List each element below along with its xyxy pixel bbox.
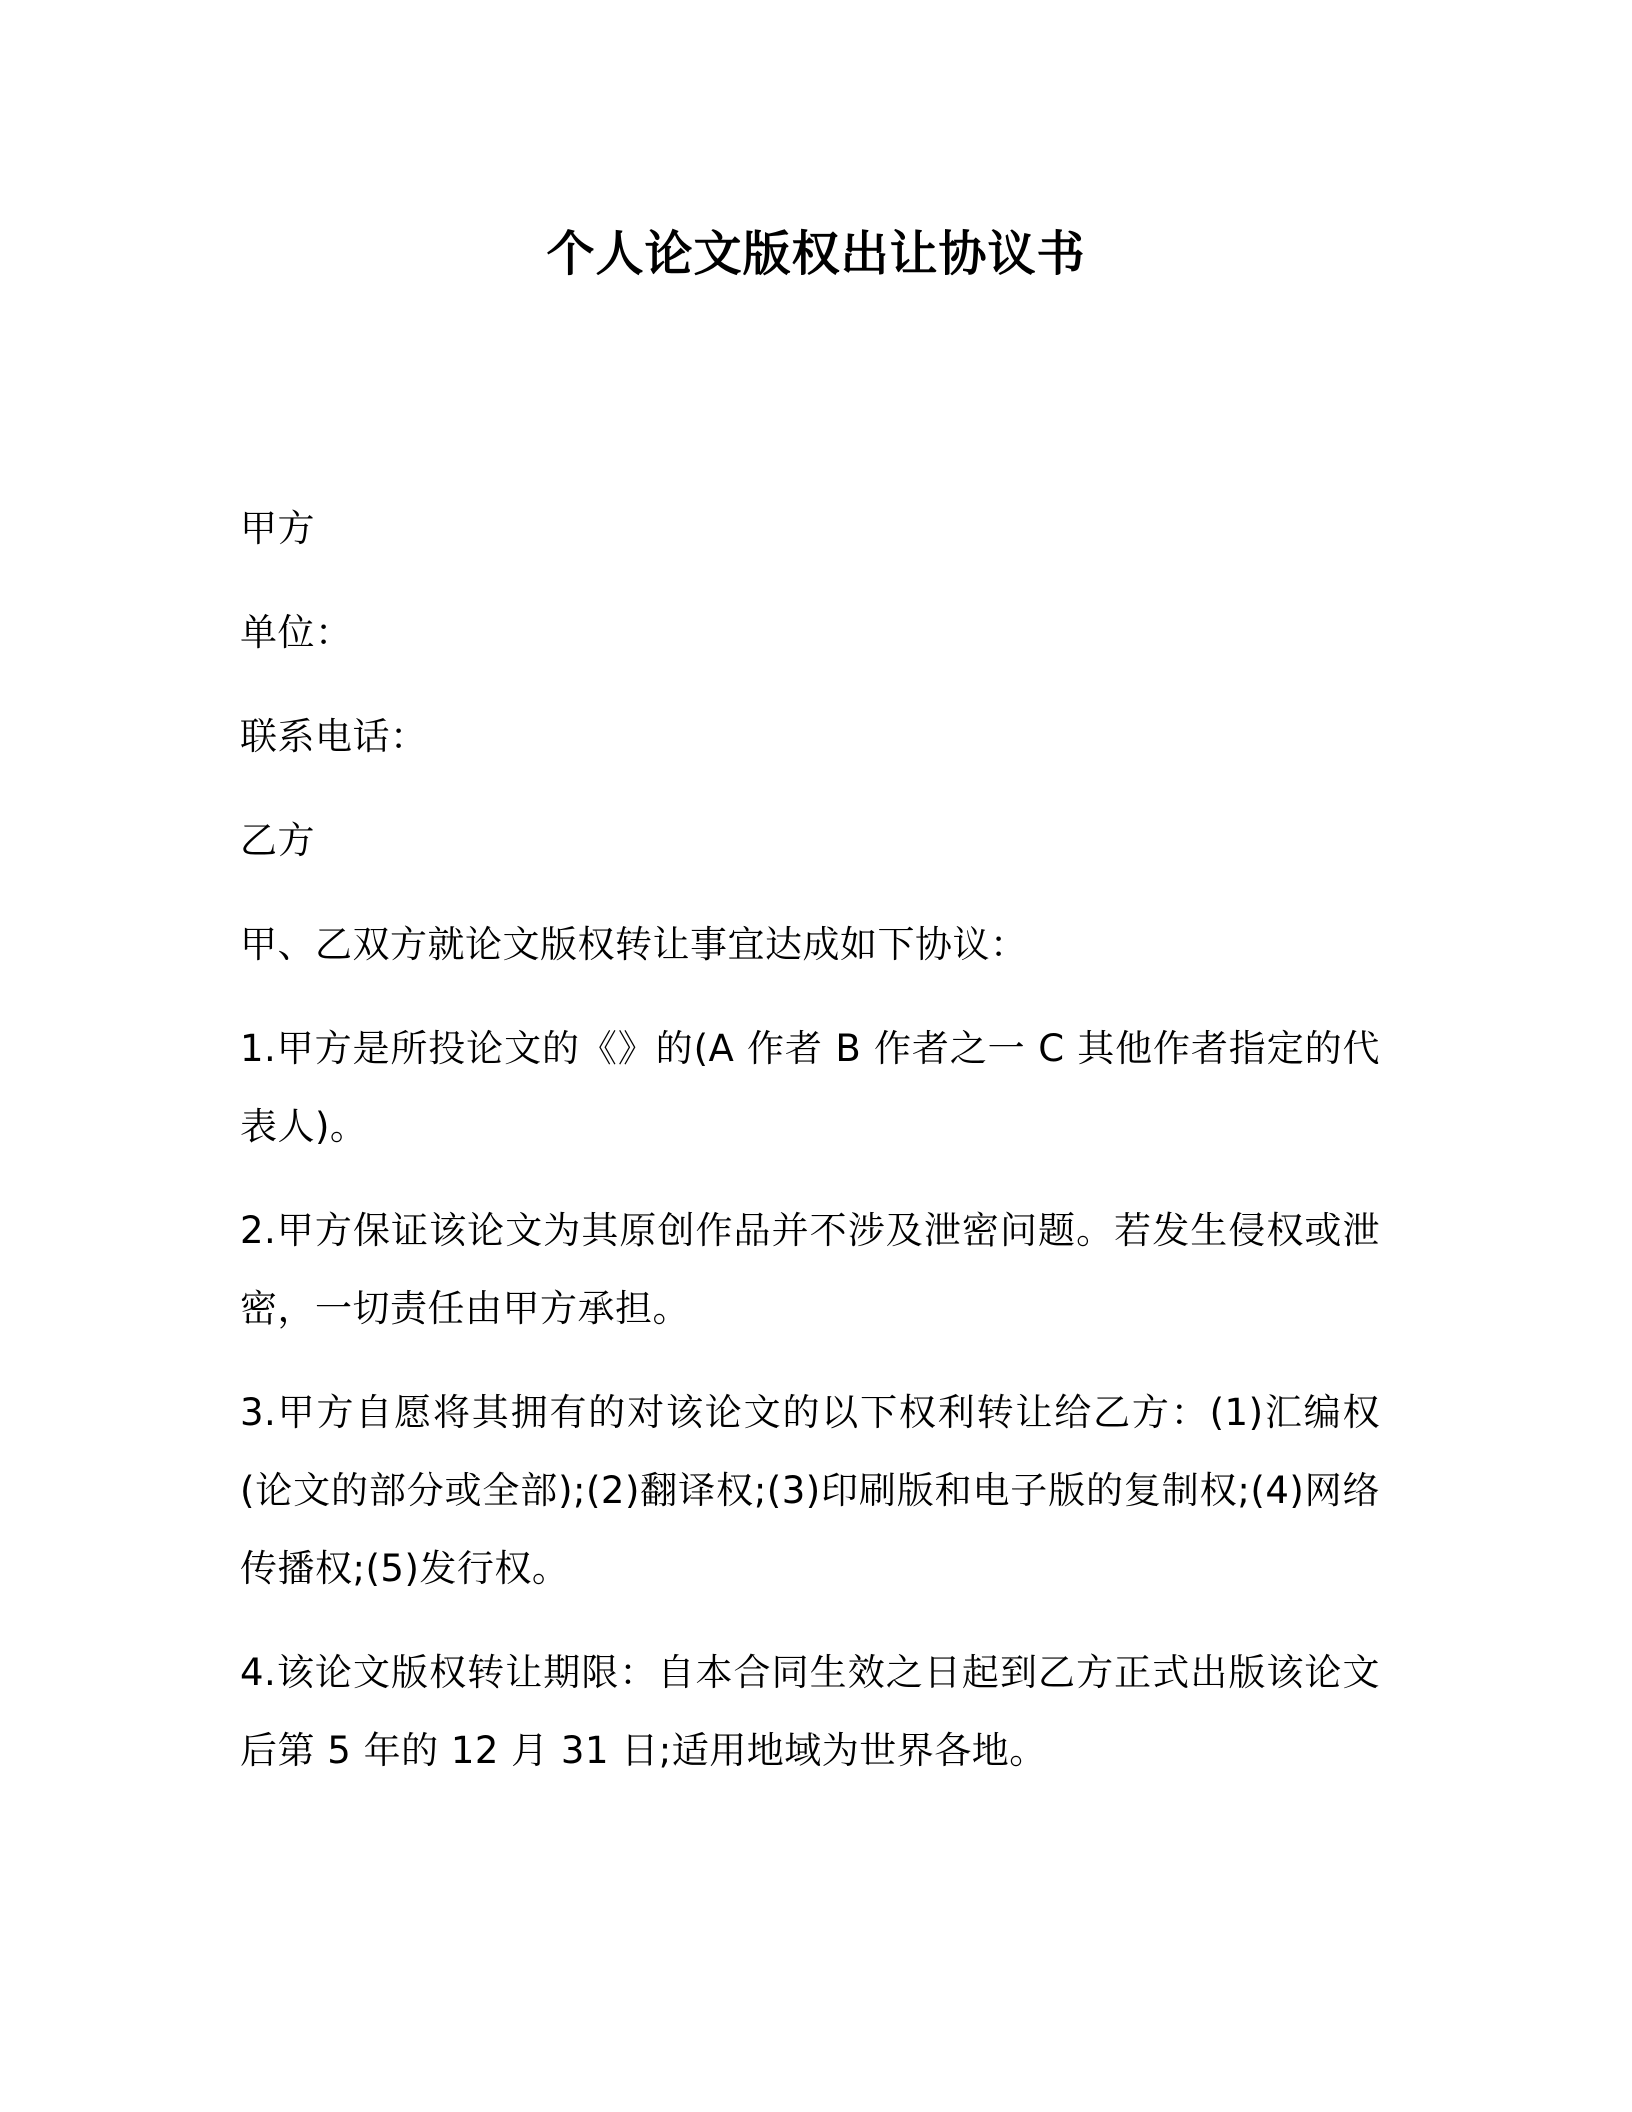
clause-2: 2.甲方保证该论文为其原创作品并不涉及泄密问题。若发生侵权或泄密，一切责任由甲方承担。 <box>240 1209 1380 1330</box>
phone-label: 联系电话： <box>240 715 428 758</box>
party-b-label: 乙方 <box>240 819 315 862</box>
clause-4: 4.该论文版权转让期限：自本合同生效之日起到乙方正式出版该论文后第 5 年的 12 月 31 日;适用地域为世界各地。 <box>240 1651 1380 1772</box>
document-title: 个人论文版权出让协议书 <box>546 226 1086 282</box>
clause-3: 3.甲方自愿将其拥有的对该论文的以下权利转让给乙方：(1)汇编权(论文的部分或全部);(2)翻译权;(3)印刷版和电子版的复制权;(4)网络传播权;(5)发行权。 <box>240 1391 1380 1590</box>
unit-label: 单位： <box>240 611 353 654</box>
party-a-label: 甲方 <box>240 507 315 550</box>
clause-1: 1.甲方是所投论文的《》的(A 作者 B 作者之一 C 其他作者指定的代表人)。 <box>240 1027 1380 1148</box>
agreement-intro: 甲、乙双方就论文版权转让事宜达成如下协议： <box>240 923 1028 966</box>
document-body <box>240 490 1380 1816</box>
